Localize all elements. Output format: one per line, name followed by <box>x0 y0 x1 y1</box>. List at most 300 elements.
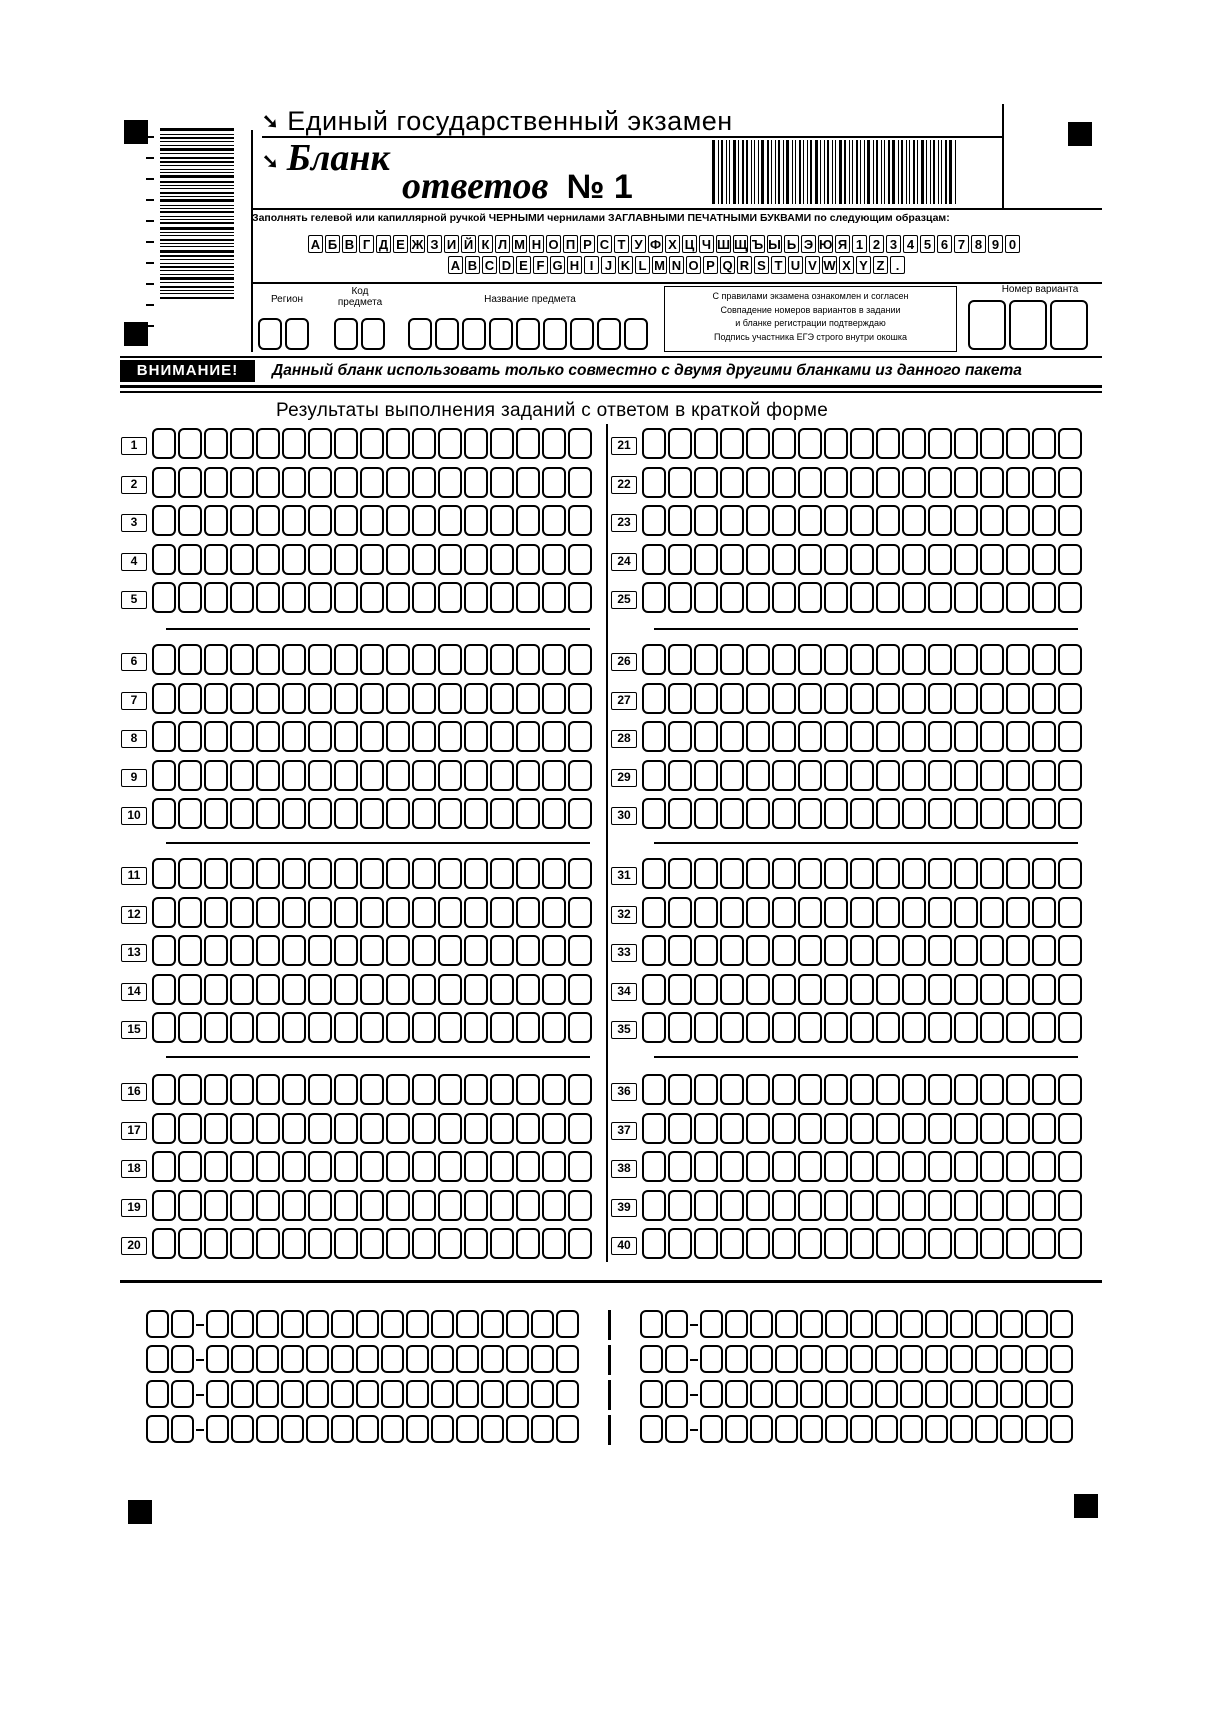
answer-cell[interactable] <box>668 760 692 791</box>
answer-cell[interactable] <box>746 1151 770 1182</box>
answer-cell[interactable] <box>1032 1151 1056 1182</box>
replacement-answer-cell[interactable] <box>1000 1310 1023 1338</box>
answer-cell[interactable] <box>1006 1012 1030 1043</box>
answer-cell[interactable] <box>1058 721 1082 752</box>
answer-cell[interactable] <box>954 582 978 613</box>
answer-cell[interactable] <box>954 683 978 714</box>
replacement-answer-cell[interactable] <box>850 1345 873 1373</box>
replacement-answer-cell[interactable] <box>725 1415 748 1443</box>
answer-cell[interactable] <box>1058 683 1082 714</box>
replacement-answer-cell[interactable] <box>900 1380 923 1408</box>
answer-cell[interactable] <box>746 1113 770 1144</box>
answer-cell[interactable] <box>772 1074 796 1105</box>
answer-cell[interactable] <box>954 721 978 752</box>
answer-cell[interactable] <box>642 1113 666 1144</box>
answer-cell[interactable] <box>928 1190 952 1221</box>
answer-cell[interactable] <box>954 428 978 459</box>
answer-cell[interactable] <box>1032 1190 1056 1221</box>
replacement-answer-cell[interactable] <box>875 1415 898 1443</box>
answer-cell[interactable] <box>928 683 952 714</box>
answer-cell[interactable] <box>772 505 796 536</box>
answer-cell[interactable] <box>772 1228 796 1259</box>
answer-cell[interactable] <box>1006 935 1030 966</box>
answer-cell[interactable] <box>824 467 848 498</box>
answer-cell[interactable] <box>876 897 900 928</box>
answer-cell[interactable] <box>694 428 718 459</box>
answer-cell[interactable] <box>1058 1113 1082 1144</box>
answer-cell[interactable] <box>668 897 692 928</box>
answer-cell[interactable] <box>1032 644 1056 675</box>
replacement-answer-cell[interactable] <box>825 1345 848 1373</box>
answer-cell[interactable] <box>954 1113 978 1144</box>
replacement-answer-cell[interactable] <box>875 1310 898 1338</box>
answer-cell[interactable] <box>1006 582 1030 613</box>
answer-cell[interactable] <box>954 1228 978 1259</box>
answer-cell[interactable] <box>824 974 848 1005</box>
answer-cell[interactable] <box>642 582 666 613</box>
replacement-answer-cell[interactable] <box>1050 1345 1073 1373</box>
replacement-number-cell[interactable] <box>640 1310 663 1338</box>
answer-cell[interactable] <box>876 467 900 498</box>
replacement-answer-cell[interactable] <box>925 1380 948 1408</box>
answer-cell[interactable] <box>850 683 874 714</box>
answer-cell[interactable] <box>642 935 666 966</box>
replacement-answer-cell[interactable] <box>1025 1345 1048 1373</box>
subject-name-cell[interactable] <box>543 318 567 350</box>
answer-cell[interactable] <box>746 428 770 459</box>
answer-cell[interactable] <box>798 721 822 752</box>
answer-cell[interactable] <box>1032 760 1056 791</box>
answer-cell[interactable] <box>824 798 848 829</box>
answer-cell[interactable] <box>876 505 900 536</box>
answer-cell[interactable] <box>876 721 900 752</box>
answer-cell[interactable] <box>850 505 874 536</box>
answer-cell[interactable] <box>928 858 952 889</box>
answer-cell[interactable] <box>1032 798 1056 829</box>
answer-cell[interactable] <box>642 683 666 714</box>
replacement-number-cell[interactable] <box>665 1415 688 1443</box>
answer-cell[interactable] <box>720 858 744 889</box>
answer-cell[interactable] <box>798 1012 822 1043</box>
answer-cell[interactable] <box>902 582 926 613</box>
answer-cell[interactable] <box>980 1228 1004 1259</box>
answer-cell[interactable] <box>928 1228 952 1259</box>
answer-cell[interactable] <box>1006 721 1030 752</box>
answer-cell[interactable] <box>850 544 874 575</box>
answer-cell[interactable] <box>824 1228 848 1259</box>
answer-cell[interactable] <box>668 1190 692 1221</box>
answer-cell[interactable] <box>642 897 666 928</box>
answer-cell[interactable] <box>642 428 666 459</box>
answer-cell[interactable] <box>850 1190 874 1221</box>
answer-cell[interactable] <box>1058 858 1082 889</box>
answer-cell[interactable] <box>798 644 822 675</box>
answer-cell[interactable] <box>642 1151 666 1182</box>
answer-cell[interactable] <box>746 974 770 1005</box>
answer-cell[interactable] <box>1032 467 1056 498</box>
answer-cell[interactable] <box>954 1074 978 1105</box>
answer-cell[interactable] <box>954 544 978 575</box>
subject-code-cell[interactable] <box>334 318 358 350</box>
variant-cell[interactable] <box>968 300 1006 350</box>
replacement-answer-cell[interactable] <box>800 1345 823 1373</box>
answer-cell[interactable] <box>1058 644 1082 675</box>
answer-cell[interactable] <box>876 582 900 613</box>
answer-cell[interactable] <box>772 1151 796 1182</box>
answer-cell[interactable] <box>798 1151 822 1182</box>
answer-cell[interactable] <box>798 428 822 459</box>
answer-cell[interactable] <box>694 721 718 752</box>
answer-cell[interactable] <box>668 505 692 536</box>
replacement-answer-cell[interactable] <box>925 1310 948 1338</box>
answer-cell[interactable] <box>798 1113 822 1144</box>
answer-cell[interactable] <box>980 544 1004 575</box>
answer-cell[interactable] <box>694 935 718 966</box>
answer-cell[interactable] <box>642 544 666 575</box>
answer-cell[interactable] <box>902 683 926 714</box>
answer-cell[interactable] <box>876 798 900 829</box>
answer-cell[interactable] <box>1006 467 1030 498</box>
answer-cell[interactable] <box>720 1113 744 1144</box>
region-cell[interactable] <box>258 318 282 350</box>
answer-cell[interactable] <box>902 1113 926 1144</box>
answer-cell[interactable] <box>1006 505 1030 536</box>
answer-cell[interactable] <box>642 1190 666 1221</box>
answer-cell[interactable] <box>954 1151 978 1182</box>
answer-cell[interactable] <box>1058 897 1082 928</box>
answer-cell[interactable] <box>798 467 822 498</box>
answer-cell[interactable] <box>902 760 926 791</box>
replacement-answer-cell[interactable] <box>900 1415 923 1443</box>
answer-cell[interactable] <box>1032 1012 1056 1043</box>
answer-cell[interactable] <box>902 467 926 498</box>
answer-cell[interactable] <box>798 544 822 575</box>
answer-cell[interactable] <box>980 505 1004 536</box>
answer-cell[interactable] <box>824 1113 848 1144</box>
answer-cell[interactable] <box>642 974 666 1005</box>
answer-cell[interactable] <box>746 798 770 829</box>
answer-cell[interactable] <box>772 935 796 966</box>
answer-cell[interactable] <box>1006 760 1030 791</box>
answer-cell[interactable] <box>850 1012 874 1043</box>
replacement-answer-cell[interactable] <box>1025 1310 1048 1338</box>
answer-cell[interactable] <box>772 544 796 575</box>
answer-cell[interactable] <box>694 760 718 791</box>
answer-cell[interactable] <box>850 428 874 459</box>
answer-cell[interactable] <box>876 1012 900 1043</box>
answer-cell[interactable] <box>980 721 1004 752</box>
answer-cell[interactable] <box>772 897 796 928</box>
answer-cell[interactable] <box>668 721 692 752</box>
replacement-answer-cell[interactable] <box>1000 1345 1023 1373</box>
answer-cell[interactable] <box>876 935 900 966</box>
replacement-answer-cell[interactable] <box>950 1380 973 1408</box>
replacement-answer-cell[interactable] <box>925 1415 948 1443</box>
answer-cell[interactable] <box>694 582 718 613</box>
answer-cell[interactable] <box>928 974 952 1005</box>
answer-cell[interactable] <box>746 1228 770 1259</box>
answer-cell[interactable] <box>928 897 952 928</box>
answer-cell[interactable] <box>980 428 1004 459</box>
answer-cell[interactable] <box>902 858 926 889</box>
answer-cell[interactable] <box>1032 974 1056 1005</box>
answer-cell[interactable] <box>1032 582 1056 613</box>
answer-cell[interactable] <box>954 467 978 498</box>
answer-cell[interactable] <box>824 505 848 536</box>
replacement-answer-cell[interactable] <box>800 1380 823 1408</box>
replacement-answer-cell[interactable] <box>1025 1380 1048 1408</box>
answer-cell[interactable] <box>928 544 952 575</box>
answer-cell[interactable] <box>694 505 718 536</box>
answer-cell[interactable] <box>746 1012 770 1043</box>
answer-cell[interactable] <box>824 428 848 459</box>
replacement-number-cell[interactable] <box>640 1345 663 1373</box>
subject-name-cell[interactable] <box>435 318 459 350</box>
answer-cell[interactable] <box>772 798 796 829</box>
answer-cell[interactable] <box>798 582 822 613</box>
answer-cell[interactable] <box>902 935 926 966</box>
answer-cell[interactable] <box>980 974 1004 1005</box>
replacement-answer-cell[interactable] <box>1050 1310 1073 1338</box>
replacement-answer-cell[interactable] <box>825 1415 848 1443</box>
answer-cell[interactable] <box>980 1074 1004 1105</box>
answer-cell[interactable] <box>694 1151 718 1182</box>
answer-cell[interactable] <box>694 1228 718 1259</box>
answer-cell[interactable] <box>772 428 796 459</box>
replacement-answer-cell[interactable] <box>900 1345 923 1373</box>
replacement-answer-cell[interactable] <box>800 1415 823 1443</box>
answer-cell[interactable] <box>720 760 744 791</box>
answer-cell[interactable] <box>642 721 666 752</box>
replacement-answer-cell[interactable] <box>850 1380 873 1408</box>
answer-cell[interactable] <box>720 935 744 966</box>
answer-cell[interactable] <box>642 1228 666 1259</box>
answer-cell[interactable] <box>980 760 1004 791</box>
answer-cell[interactable] <box>668 428 692 459</box>
answer-cell[interactable] <box>824 897 848 928</box>
answer-cell[interactable] <box>1006 544 1030 575</box>
answer-cell[interactable] <box>876 644 900 675</box>
variant-cell[interactable] <box>1009 300 1047 350</box>
replacement-answer-cell[interactable] <box>950 1415 973 1443</box>
answer-cell[interactable] <box>668 798 692 829</box>
answer-cell[interactable] <box>954 974 978 1005</box>
answer-cell[interactable] <box>824 935 848 966</box>
answer-cell[interactable] <box>928 1012 952 1043</box>
answer-cell[interactable] <box>824 721 848 752</box>
answer-cell[interactable] <box>694 897 718 928</box>
replacement-answer-cell[interactable] <box>900 1310 923 1338</box>
answer-cell[interactable] <box>850 974 874 1005</box>
replacement-answer-cell[interactable] <box>750 1380 773 1408</box>
answer-cell[interactable] <box>668 1151 692 1182</box>
answer-cell[interactable] <box>642 505 666 536</box>
answer-cell[interactable] <box>798 505 822 536</box>
answer-cell[interactable] <box>902 897 926 928</box>
answer-cell[interactable] <box>642 858 666 889</box>
answer-cell[interactable] <box>798 1074 822 1105</box>
answer-cell[interactable] <box>668 683 692 714</box>
answer-cell[interactable] <box>668 935 692 966</box>
answer-cell[interactable] <box>980 683 1004 714</box>
answer-cell[interactable] <box>980 935 1004 966</box>
replacement-number-cell[interactable] <box>640 1380 663 1408</box>
answer-cell[interactable] <box>694 1074 718 1105</box>
answer-cell[interactable] <box>772 683 796 714</box>
answer-cell[interactable] <box>1032 1074 1056 1105</box>
answer-cell[interactable] <box>642 1074 666 1105</box>
answer-cell[interactable] <box>1058 467 1082 498</box>
answer-cell[interactable] <box>1058 505 1082 536</box>
answer-cell[interactable] <box>980 1151 1004 1182</box>
answer-cell[interactable] <box>772 1190 796 1221</box>
answer-cell[interactable] <box>746 1074 770 1105</box>
answer-cell[interactable] <box>1032 683 1056 714</box>
answer-cell[interactable] <box>720 505 744 536</box>
answer-cell[interactable] <box>798 974 822 1005</box>
answer-cell[interactable] <box>876 1190 900 1221</box>
answer-cell[interactable] <box>928 1113 952 1144</box>
answer-cell[interactable] <box>746 935 770 966</box>
replacement-answer-cell[interactable] <box>850 1310 873 1338</box>
replacement-answer-cell[interactable] <box>725 1345 748 1373</box>
consent-signature-box[interactable] <box>664 286 957 352</box>
answer-cell[interactable] <box>642 1012 666 1043</box>
answer-cell[interactable] <box>902 505 926 536</box>
answer-cell[interactable] <box>720 798 744 829</box>
answer-cell[interactable] <box>720 721 744 752</box>
answer-cell[interactable] <box>850 1228 874 1259</box>
answer-cell[interactable] <box>954 1012 978 1043</box>
answer-cell[interactable] <box>772 721 796 752</box>
replacement-answer-cell[interactable] <box>925 1345 948 1373</box>
replacement-answer-cell[interactable] <box>1050 1380 1073 1408</box>
answer-cell[interactable] <box>1006 1074 1030 1105</box>
answer-cell[interactable] <box>1032 428 1056 459</box>
answer-cell[interactable] <box>954 798 978 829</box>
answer-cell[interactable] <box>746 644 770 675</box>
region-cell[interactable] <box>285 318 309 350</box>
answer-cell[interactable] <box>824 1151 848 1182</box>
answer-cell[interactable] <box>1006 683 1030 714</box>
answer-cell[interactable] <box>1058 1151 1082 1182</box>
subject-name-cell[interactable] <box>570 318 594 350</box>
answer-cell[interactable] <box>902 721 926 752</box>
answer-cell[interactable] <box>850 1113 874 1144</box>
answer-cell[interactable] <box>876 974 900 1005</box>
replacement-answer-cell[interactable] <box>1025 1415 1048 1443</box>
answer-cell[interactable] <box>798 1190 822 1221</box>
answer-cell[interactable] <box>928 428 952 459</box>
answer-cell[interactable] <box>1006 644 1030 675</box>
answer-cell[interactable] <box>798 798 822 829</box>
answer-cell[interactable] <box>1006 798 1030 829</box>
answer-cell[interactable] <box>928 1151 952 1182</box>
answer-cell[interactable] <box>902 1228 926 1259</box>
answer-cell[interactable] <box>928 467 952 498</box>
answer-cell[interactable] <box>720 1190 744 1221</box>
answer-cell[interactable] <box>772 1012 796 1043</box>
answer-cell[interactable] <box>1032 858 1056 889</box>
answer-cell[interactable] <box>772 467 796 498</box>
answer-cell[interactable] <box>1006 1190 1030 1221</box>
replacement-answer-cell[interactable] <box>975 1415 998 1443</box>
answer-cell[interactable] <box>850 760 874 791</box>
answer-cell[interactable] <box>1006 1228 1030 1259</box>
answer-cell[interactable] <box>798 858 822 889</box>
answer-cell[interactable] <box>928 760 952 791</box>
answer-cell[interactable] <box>876 1113 900 1144</box>
answer-cell[interactable] <box>694 798 718 829</box>
answer-cell[interactable] <box>876 544 900 575</box>
answer-cell[interactable] <box>954 644 978 675</box>
answer-cell[interactable] <box>850 935 874 966</box>
subject-name-cell[interactable] <box>462 318 486 350</box>
answer-cell[interactable] <box>772 644 796 675</box>
answer-cell[interactable] <box>772 858 796 889</box>
answer-cell[interactable] <box>1058 544 1082 575</box>
answer-cell[interactable] <box>876 1074 900 1105</box>
replacement-answer-cell[interactable] <box>975 1345 998 1373</box>
replacement-answer-cell[interactable] <box>950 1310 973 1338</box>
answer-cell[interactable] <box>642 644 666 675</box>
replacement-answer-cell[interactable] <box>725 1310 748 1338</box>
answer-cell[interactable] <box>850 467 874 498</box>
answer-cell[interactable] <box>876 760 900 791</box>
replacement-answer-cell[interactable] <box>775 1310 798 1338</box>
answer-cell[interactable] <box>824 544 848 575</box>
answer-cell[interactable] <box>1032 1228 1056 1259</box>
answer-cell[interactable] <box>928 935 952 966</box>
replacement-number-cell[interactable] <box>665 1345 688 1373</box>
replacement-answer-cell[interactable] <box>775 1415 798 1443</box>
replacement-answer-cell[interactable] <box>700 1345 723 1373</box>
answer-cell[interactable] <box>954 858 978 889</box>
answer-cell[interactable] <box>798 760 822 791</box>
answer-cell[interactable] <box>798 897 822 928</box>
answer-cell[interactable] <box>954 1190 978 1221</box>
answer-cell[interactable] <box>1006 974 1030 1005</box>
variant-cell[interactable] <box>1050 300 1088 350</box>
answer-cell[interactable] <box>668 582 692 613</box>
answer-cell[interactable] <box>668 1228 692 1259</box>
answer-cell[interactable] <box>668 858 692 889</box>
answer-cell[interactable] <box>824 760 848 791</box>
answer-cell[interactable] <box>980 644 1004 675</box>
answer-cell[interactable] <box>876 1228 900 1259</box>
answer-cell[interactable] <box>824 1190 848 1221</box>
answer-cell[interactable] <box>980 897 1004 928</box>
answer-cell[interactable] <box>1058 974 1082 1005</box>
answer-cell[interactable] <box>1006 858 1030 889</box>
answer-cell[interactable] <box>694 1113 718 1144</box>
subject-name-cell[interactable] <box>516 318 540 350</box>
answer-cell[interactable] <box>902 974 926 1005</box>
answer-cell[interactable] <box>902 1190 926 1221</box>
answer-cell[interactable] <box>824 582 848 613</box>
answer-cell[interactable] <box>746 582 770 613</box>
answer-cell[interactable] <box>1058 428 1082 459</box>
answer-cell[interactable] <box>980 582 1004 613</box>
answer-cell[interactable] <box>1032 897 1056 928</box>
replacement-answer-cell[interactable] <box>700 1415 723 1443</box>
answer-cell[interactable] <box>902 644 926 675</box>
answer-cell[interactable] <box>1032 1113 1056 1144</box>
answer-cell[interactable] <box>1058 582 1082 613</box>
answer-cell[interactable] <box>902 1012 926 1043</box>
answer-cell[interactable] <box>1032 505 1056 536</box>
answer-cell[interactable] <box>772 974 796 1005</box>
